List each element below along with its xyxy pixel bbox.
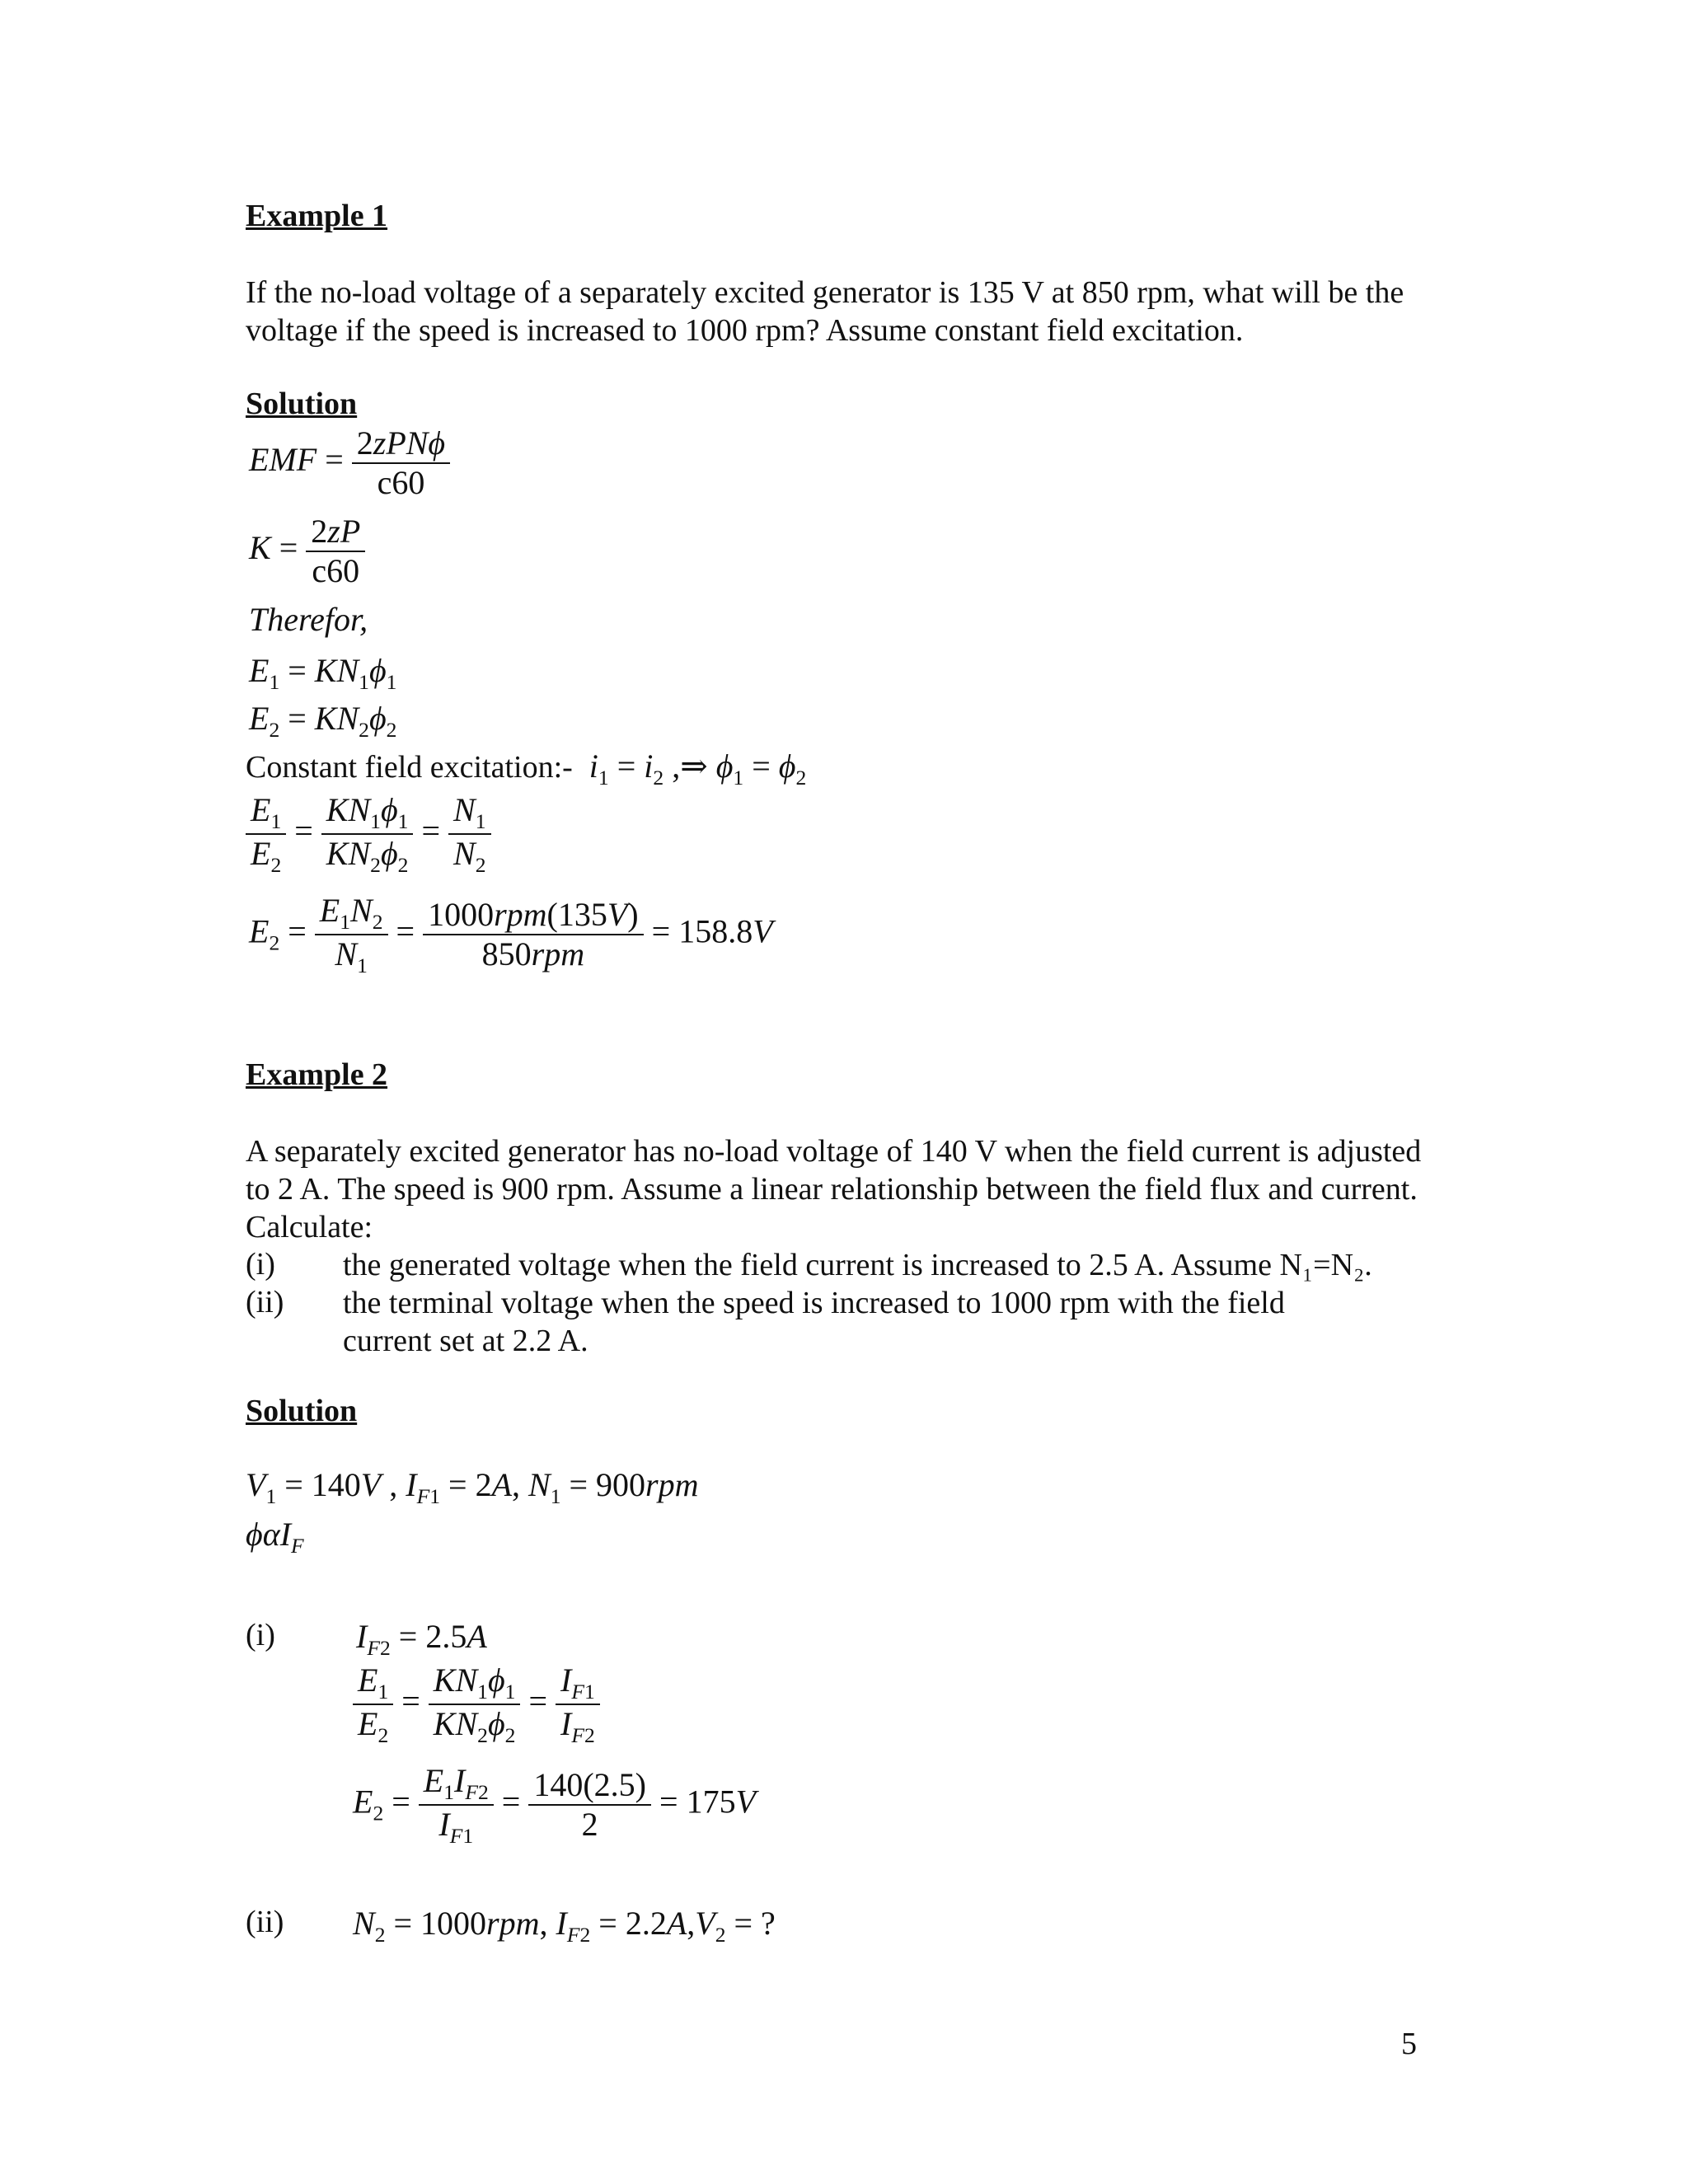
- constant-excitation-text: Constant field excitation:-: [246, 750, 573, 785]
- e1-equation: $E_1 = KN_1\phi_1$: [249, 652, 397, 694]
- ratio-equation: $\frac{E_1}{E_2}$ = $\frac{KN_1\phi_1}{KN_2\phi_2}$ = $\frac{N_1}{N_2}$: [246, 791, 491, 878]
- example-1-heading: Example 1: [246, 199, 388, 233]
- example-1-solution-heading: Solution: [246, 387, 358, 421]
- part-i-label: (i): [246, 1618, 275, 1652]
- proportional-equation: ϕαI$_F$: [246, 1516, 304, 1558]
- emf-equation: EMF = $\frac{\text{2zPNϕ}}{c60}$: [249, 424, 450, 502]
- therefor-text: Therefor,: [249, 601, 368, 638]
- part-i-solution-equation: $E_2$ = $\frac{E_1I_{F2}}{I_{F1}}$ = $\frac{140(2.5)}{2}$ = 175V: [353, 1762, 756, 1849]
- part-i-result: 175: [686, 1783, 736, 1821]
- example-2-item-label: (ii): [246, 1285, 284, 1319]
- example-1-problem: If the no-load voltage of a separately excited generator is 135 V at 850 rpm, what will be the voltage if the speed is increased to 1000 rpm? Assume constant field excitation.: [246, 275, 1404, 348]
- part-i-ratio-equation: $\frac{E_1}{E_2}$ = $\frac{KN_1\phi_1}{KN_2\phi_2}$ = $\frac{I_{F1}}{I_{F2}}$: [353, 1661, 600, 1748]
- k-equation: K = $\frac{2zP}{c60}$: [249, 513, 365, 590]
- if2-equation: $I_{F2} = 2.5A$: [356, 1618, 487, 1660]
- page-number: 5: [1401, 2027, 1417, 2061]
- example-2-item-label: (i): [246, 1247, 275, 1282]
- e2-result: 158.8: [678, 912, 753, 950]
- constant-excitation-line: Constant field excitation:- $i_1 = i_2$ ,⇒ $\phi_1 = \phi_2$: [246, 748, 807, 790]
- example-2-solution-heading: Solution: [246, 1394, 358, 1428]
- example-2-item-text: the generated voltage when the field current is increased to 2.5 A. Assume N₁=N₂.: [343, 1248, 1372, 1282]
- example-2-item-text: the terminal voltage when the speed is increased to 1000 rpm with the field current set at 2.2 A.: [343, 1286, 1285, 1358]
- part-ii-equation: $N_2 = 1000rpm$, $I_{F2} = 2.2A,V_2$ = ?: [353, 1905, 776, 1947]
- part-ii-label: (ii): [246, 1905, 284, 1939]
- example-2-heading: Example 2: [246, 1057, 388, 1092]
- e2-solution-equation: $E_2$ = $\frac{E_1N_2}{N_1}$ = $\frac{\text{1000rpm(135V)}}{\text{850rpm}}$ = 158.8V: [249, 892, 773, 978]
- example-2-problem: A separately excited generator has no-load voltage of 140 V when the field current is adjusted to 2 A. The speed is 900 rpm. Assume a linear relationship between the field flux and current. Calculate:: [246, 1134, 1422, 1244]
- e2-equation: $E_2 = KN_2\phi_2$: [249, 700, 397, 742]
- given-values-equation: $V_1 = 140V$ , $I_{F1} = 2A$, $N_1 = 900rpm$: [246, 1466, 699, 1508]
